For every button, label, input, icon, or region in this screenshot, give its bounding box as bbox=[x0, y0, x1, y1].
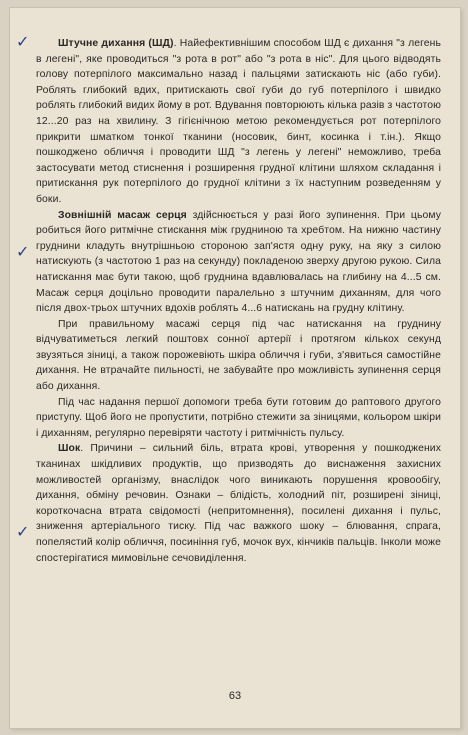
paragraph-heart-massage bbox=[36, 208, 441, 317]
paragraph-shock bbox=[36, 441, 441, 566]
paragraph-artificial-respiration bbox=[36, 36, 441, 208]
section-heading: Штучне дихання (ШД) bbox=[58, 38, 174, 49]
paragraph-text: При правильному масажі серця під час натискання на груднину відчуватиметься легкий поштовх сонної артерії і протягом кількох секунд звузяться зіниці, а також порожевіють шкіра обличчя і губи, з'явиться самостійне дихання. Не втрачайте пильності, не забувайте про можливість зупинення серця або дихання. bbox=[36, 318, 441, 393]
pen-check-mark-icon: ✓ bbox=[16, 242, 30, 261]
pen-check-mark-icon: ✓ bbox=[16, 32, 30, 51]
page-number: 63 bbox=[228, 690, 242, 702]
paragraph-text: здійснюється у разі його зупинення. При цьому робиться його ритмічне стискання між грудниною та хребтом. На нижню частину груднини кладуть внутрішньою стороною зап'ястя одну руку, на яку з силою натискують (з частотою 1 раз на секунду) покладеною зверху другою рукою. Сила натискання має бути такою, щоб груднина вдавлювалась на глибину на 4...5 см. Масаж серця доцільно проводити паралельно з штучним диханням, для чого після двох-трьох штучних вдохів роблять 4...6 натискань на грудну клітину. bbox=[36, 209, 441, 315]
section-heading: Шок bbox=[58, 443, 81, 455]
pen-check-mark-icon: ✓ bbox=[16, 522, 30, 541]
book-page bbox=[10, 8, 460, 728]
paragraph-text: . Причини – сильний біль, втрата крові, утворення у пошкоджених тканинах шкідливих продуктів, що призводять до виснаження захисних можливостей організму, внаслідок чого виникають порушення кровообігу, дихання, обміну речовин. Ознаки – блідість, холодний піт, розширені зіниці, короткочасна втрата свідомості (непритомнення), посилені дихання і пульс, зниження артеріального тиску. Під час важкого шоку – блювання, спрага, попелястий колір обличчя, посиніння губ, мочок вух, кінчиків пальців. Інколи може спостерігатися мимовільне сечовиділення. bbox=[36, 443, 441, 564]
body-text bbox=[36, 36, 441, 566]
section-heading: Зовнішній масаж серця bbox=[58, 209, 187, 221]
paragraph-correct-massage bbox=[36, 317, 441, 395]
paragraph-text: . Найефективнішим способом ШД є дихання "з легень в легені", яке проводиться "з рота в рот" або "з рота в ніс". Для цього відводять голову потерпілого максимально назад і пальцями затискають ніс (або губи). Роблять глибокий вдих, притискають свої губи до губ потерпілого і швидко роблять глибокий видих йому в рот. Вдування повторюють кілька разів з частотою 12...20 раз на хвилину. З гігієнічною метою рекомендується рот потерпілого прикрити шматком тонкої тканини (носовик, бинт, косинка і т.ін.). Якщо пошкоджено обличчя і проводити ШД "з легень у легені" неможливо, треба застосувати метод стиснення і розширення грудної клітини шляхом складання і притискання рук потерпілого до грудної клітини з їх наступним розведенням у боки. bbox=[36, 38, 442, 205]
paragraph-first-aid bbox=[36, 395, 441, 442]
paragraph-text: Під час надання першої допомоги треба бути готовим до раптового другого приступу. Щоб його не пропустити, потрібно стежити за зіницями, кольором шкіри і диханням, регулярно перевіряти частоту і ритмічність пульсу. bbox=[36, 396, 441, 439]
